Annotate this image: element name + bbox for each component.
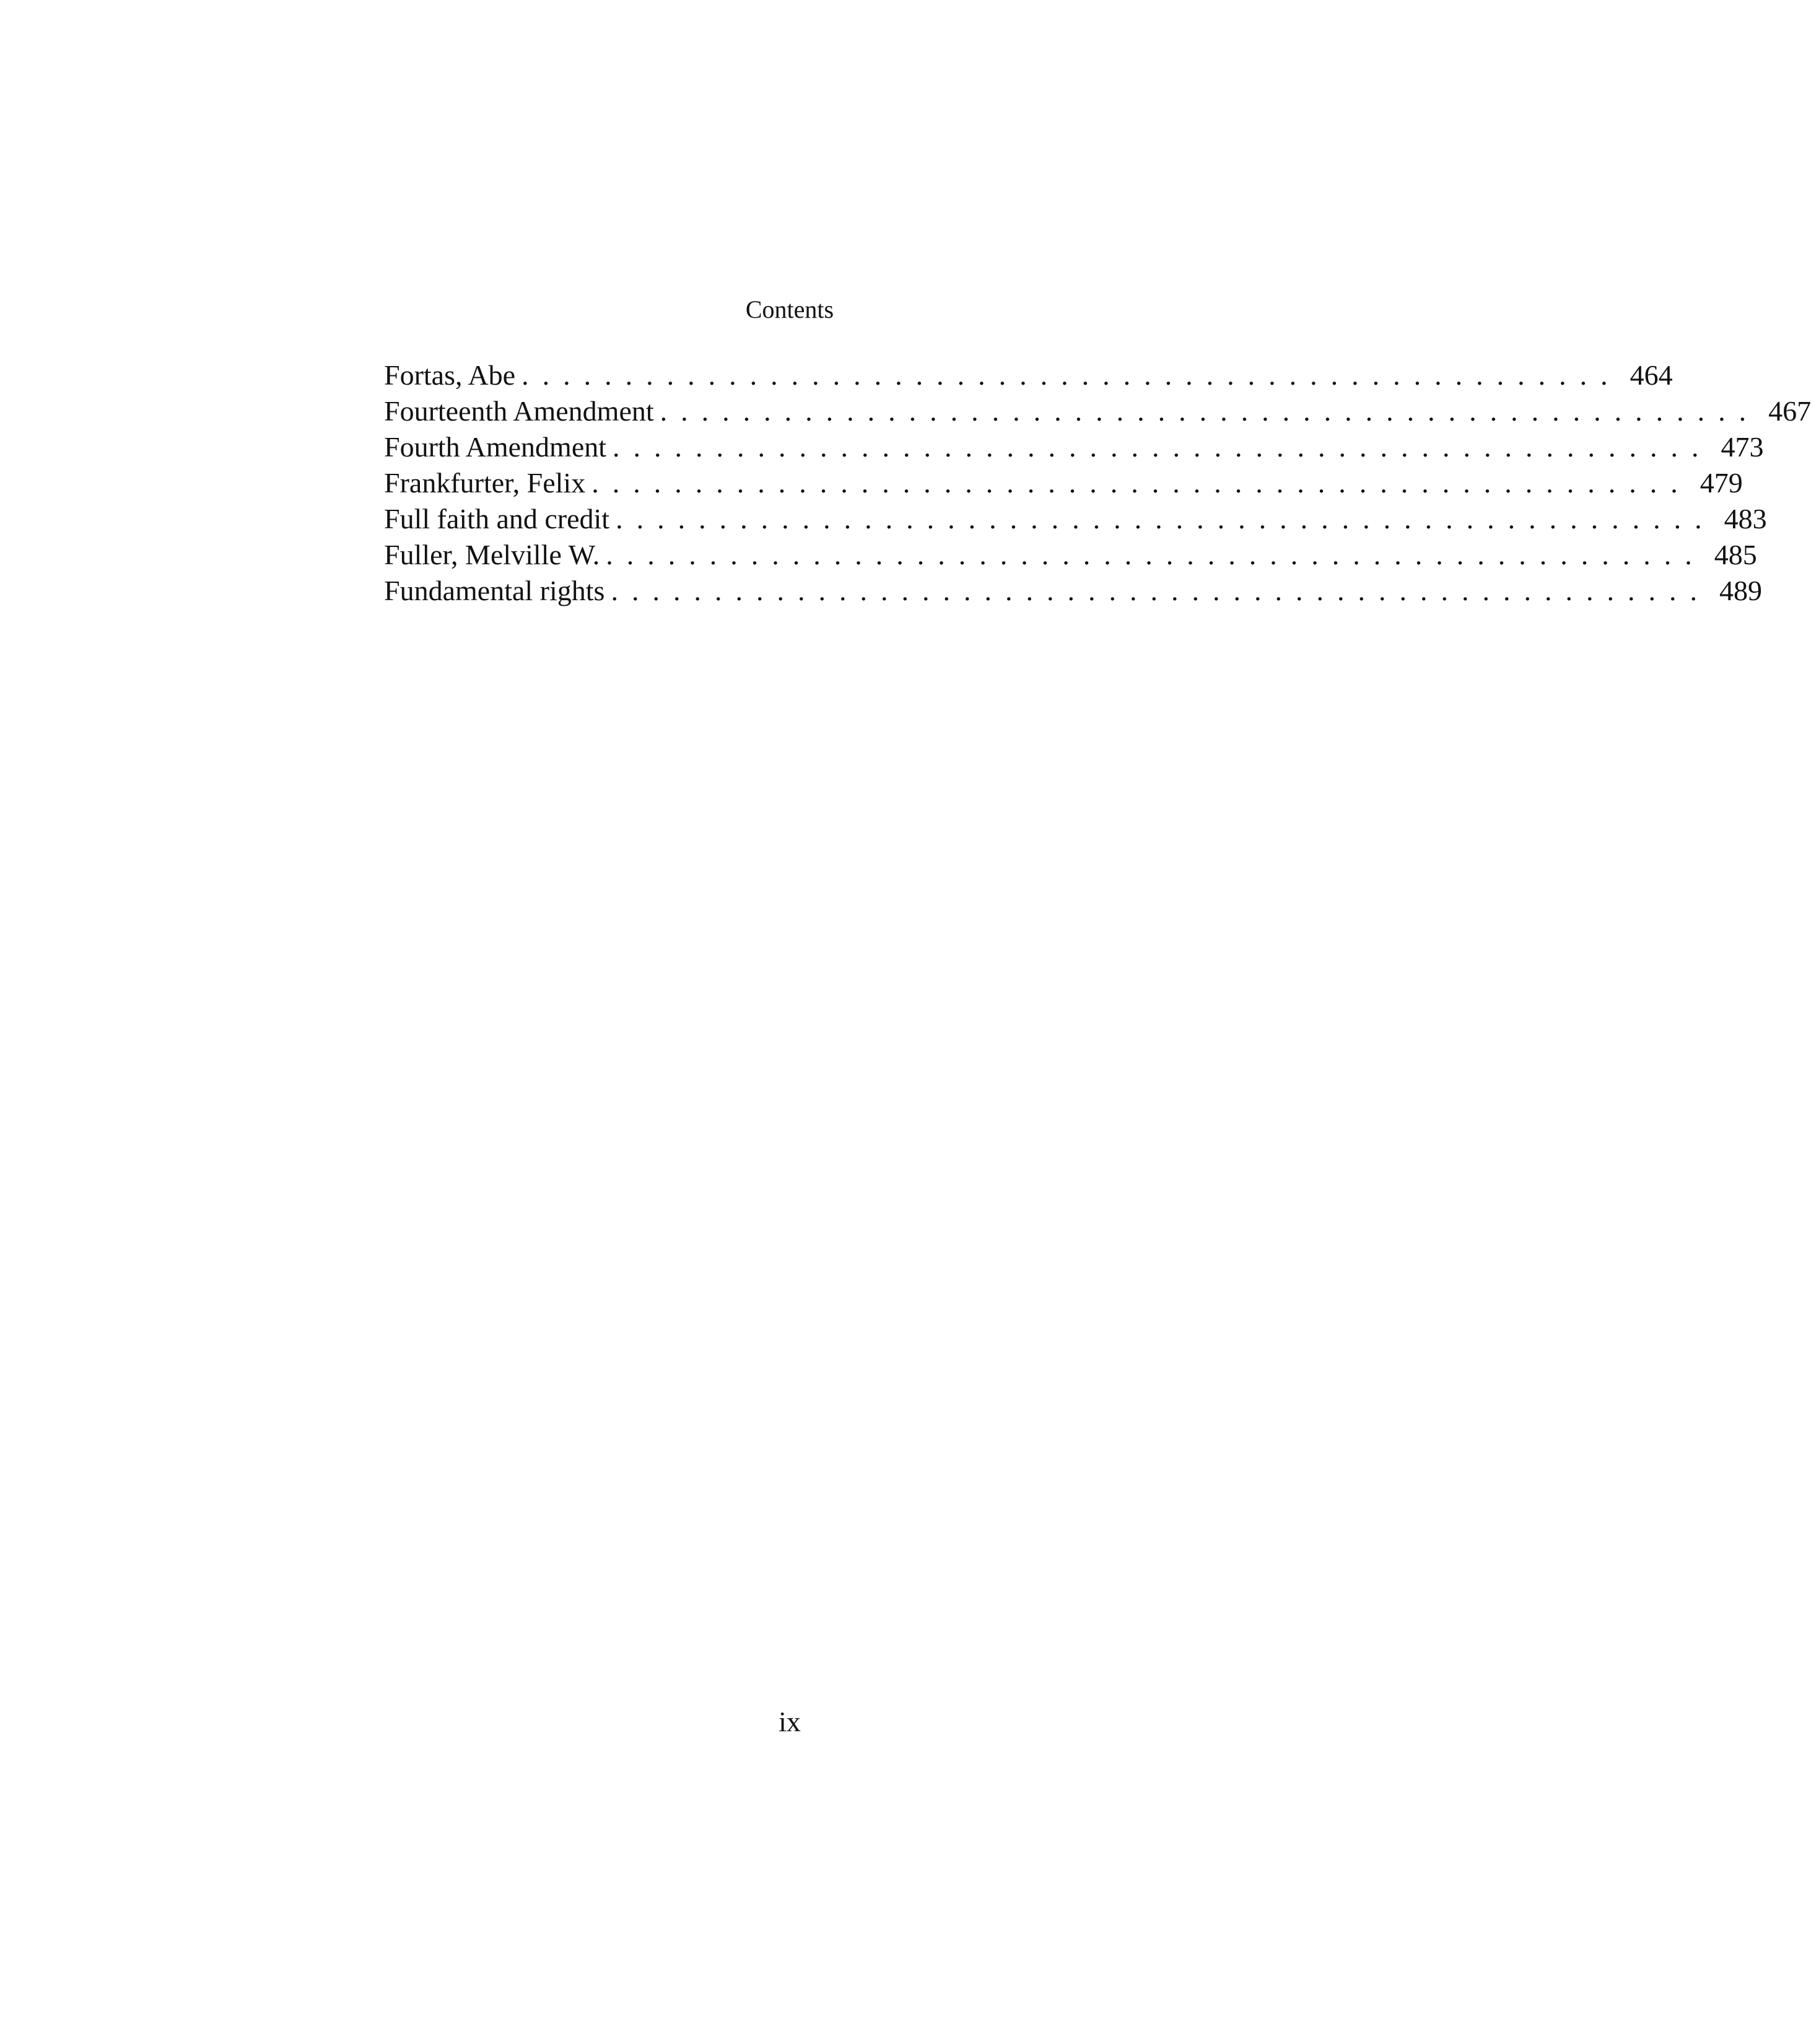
toc-entry-page: 485	[1714, 539, 1757, 570]
dot-leader: .....................................................	[611, 575, 1711, 606]
toc-entry-page: 479	[1700, 467, 1743, 499]
dot-leader: .....................................................	[616, 503, 1716, 535]
toc-entry-page: 464	[1630, 359, 1673, 391]
dot-leader: .....................................................	[521, 359, 1621, 391]
dot-leader: .....................................................	[660, 395, 1760, 427]
toc-entry[interactable]	[384, 501, 1767, 537]
toc-entry-title: Fourth Amendment	[384, 431, 607, 463]
running-head: Contents	[745, 295, 834, 323]
toc-entry-page: 473	[1721, 431, 1764, 463]
dot-leader: .....................................................	[613, 431, 1713, 463]
table-of-contents	[384, 357, 1811, 609]
toc-entry-title: Fuller, Melville W.	[384, 539, 600, 570]
dot-leader: .....................................................	[591, 467, 1691, 499]
toc-entry-title: Frankfurter, Felix	[384, 467, 586, 499]
toc-entry[interactable]	[384, 393, 1811, 429]
toc-entry[interactable]	[384, 537, 1757, 573]
toc-entry-title: Full faith and credit	[384, 503, 610, 535]
toc-entry[interactable]	[384, 429, 1764, 465]
toc-entry-title: Fundamental rights	[384, 575, 605, 606]
page-number: ix	[779, 1706, 801, 1737]
dot-leader: .....................................................	[606, 539, 1706, 570]
toc-entry-title: Fortas, Abe	[384, 359, 516, 391]
toc-entry[interactable]	[384, 465, 1743, 501]
toc-entry[interactable]	[384, 573, 1762, 609]
toc-entry-page: 467	[1768, 395, 1811, 427]
toc-entry-title: Fourteenth Amendment	[384, 395, 654, 427]
toc-entry-page: 489	[1719, 575, 1762, 606]
toc-entry[interactable]	[384, 357, 1673, 393]
toc-entry-page: 483	[1724, 503, 1767, 535]
